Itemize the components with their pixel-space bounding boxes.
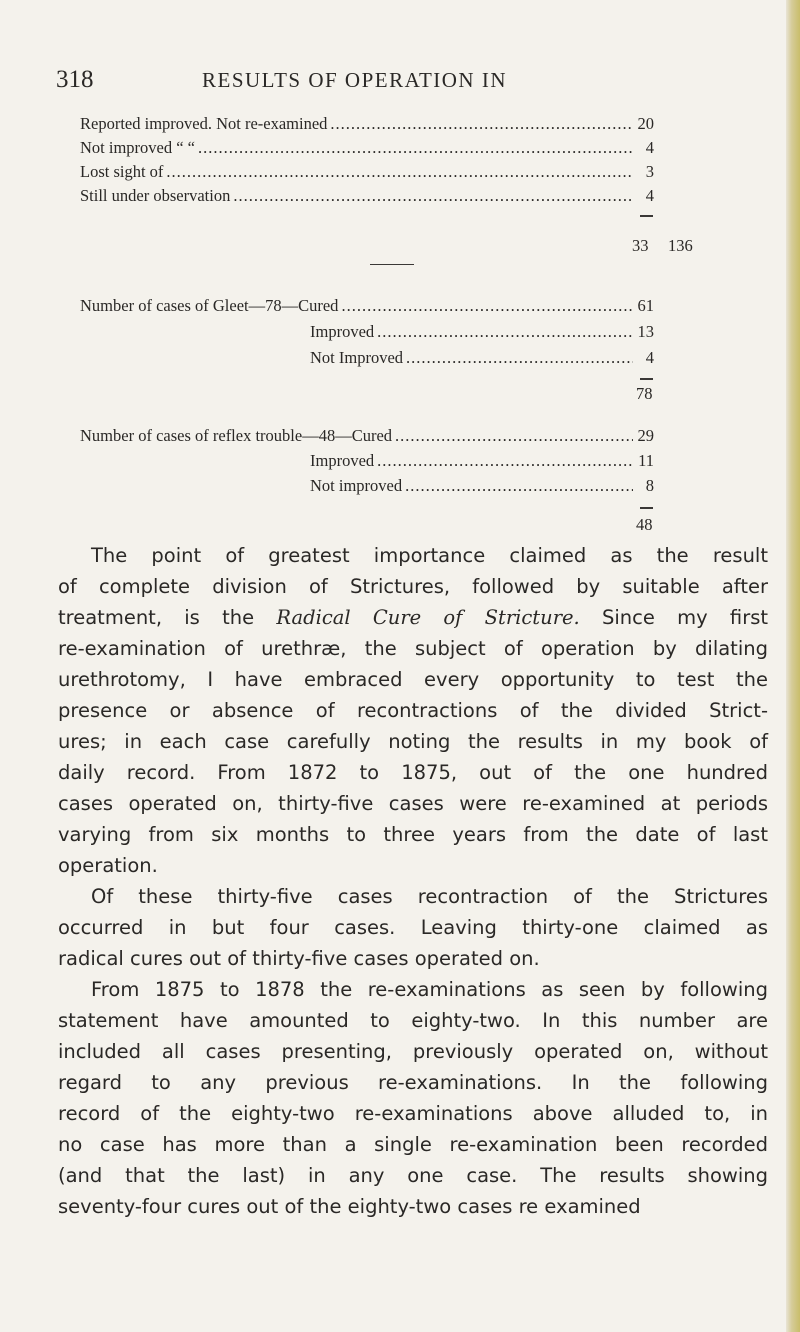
page-edge	[786, 0, 800, 1332]
text-line: Of these thirty-five cases recontraction of the Strictures	[91, 885, 768, 908]
text-line: daily record. From 1872 to 1875, out of the one hundred	[58, 761, 768, 784]
text-line: seventy-four cures out of the eighty-two cases re examined	[58, 1195, 641, 1218]
sum-rule	[640, 507, 653, 509]
text-line: no case has more than a single re-examination been recorded	[58, 1133, 768, 1156]
gleet-row-label: Improved	[310, 322, 375, 341]
table1-row-label: Lost sight of	[80, 162, 164, 181]
text-run: treatment, is the	[58, 606, 255, 629]
text-line: cases operated on, thirty-five cases were re-examined at periods	[58, 792, 768, 815]
text-line: (and that the last) in any one case. The results showing	[58, 1164, 768, 1187]
reflex-row-label: Improved	[310, 451, 375, 470]
text-line	[58, 602, 768, 633]
text-line: re-examination of urethræ, the subject of operation by dilating	[58, 637, 768, 660]
section-rule	[370, 264, 414, 265]
gleet-label: Number of cases of Gleet—78—Cured	[80, 296, 339, 315]
paragraph-re-examinations	[58, 974, 768, 1222]
running-title: RESULTS OF OPERATION IN	[202, 68, 508, 92]
leader-dots	[377, 322, 633, 342]
text-line: urethrotomy, I have embraced every opportunity to test the	[58, 668, 768, 691]
gleet-row-cured	[80, 296, 654, 316]
gleet-total: 78	[636, 384, 653, 403]
text-line: record of the eighty-two re-examinations above alluded to, in	[58, 1102, 768, 1125]
table1-row	[80, 138, 654, 158]
table1-row-label: Reported improved. Not re-examined	[80, 114, 328, 133]
reflex-row	[310, 476, 654, 496]
table1-row-value: 4	[645, 138, 654, 157]
leader-dots	[233, 186, 633, 206]
table1-row	[80, 114, 654, 134]
text-line: operation.	[58, 854, 158, 877]
text-line: The point of greatest importance claimed as the result	[91, 544, 768, 567]
text-line: of complete division of Strictures, followed by suitable after	[58, 575, 768, 598]
text-line: presence or absence of recontractions of the divided Strict-	[58, 699, 768, 722]
reflex-row-value: 11	[638, 451, 654, 470]
leader-dots	[377, 451, 633, 471]
table1-row-label: Not improved “ “	[80, 138, 196, 157]
gleet-row-value: 13	[637, 322, 654, 341]
text-line: regard to any previous re-examinations. In the following	[58, 1071, 768, 1094]
table1-row-value: 4	[645, 186, 654, 205]
leader-dots	[406, 348, 633, 368]
text-line: From 1875 to 1878 the re-examinations as seen by following	[91, 978, 768, 1001]
table1-row-value: 3	[645, 162, 654, 181]
gleet-row-value: 4	[645, 348, 654, 367]
sum-rule	[640, 378, 653, 380]
reflex-row	[310, 451, 654, 471]
gleet-row	[310, 322, 654, 342]
sum-rule	[640, 215, 653, 217]
leader-dots	[198, 138, 633, 158]
text-line: occurred in but four cases. Leaving thirty-one claimed as	[58, 916, 768, 939]
table1-grand-total: 136	[668, 236, 693, 255]
gleet-row-label: Not Improved	[310, 348, 404, 367]
reflex-row-value: 8	[645, 476, 654, 495]
gleet-row	[310, 348, 654, 368]
text-line: included all cases presenting, previously operated on, without	[58, 1040, 768, 1063]
leader-dots	[341, 296, 633, 316]
table1-row	[80, 186, 654, 206]
text-line: radical cures out of thirty-five cases operated on.	[58, 947, 540, 970]
reflex-cured-value: 29	[637, 426, 654, 445]
leader-dots	[330, 114, 633, 134]
table1-row	[80, 162, 654, 182]
page-number: 318	[56, 66, 94, 93]
leader-dots	[395, 426, 633, 446]
table1-row-label: Still under observation	[80, 186, 231, 205]
italic-title: Radical Cure of Stricture.	[276, 606, 580, 629]
leader-dots	[405, 476, 633, 496]
table1-total: 33	[632, 236, 649, 255]
reflex-label: Number of cases of reflex trouble—48—Cured	[80, 426, 393, 445]
reflex-total: 48	[636, 515, 653, 534]
text-line: ures; in each case carefully noting the results in my book of	[58, 730, 768, 753]
text-line: varying from six months to three years from the date of last	[58, 823, 768, 846]
paragraph-recontraction	[58, 881, 768, 974]
reflex-row-cured	[80, 426, 654, 446]
reflex-row-label: Not improved	[310, 476, 403, 495]
text-line: statement have amounted to eighty-two. In this number are	[58, 1009, 768, 1032]
text-run: Since my first	[602, 606, 769, 629]
table1-row-value: 20	[637, 114, 654, 133]
leader-dots	[166, 162, 633, 182]
paragraph-radical-cure	[58, 540, 768, 881]
gleet-cured-value: 61	[637, 296, 654, 315]
